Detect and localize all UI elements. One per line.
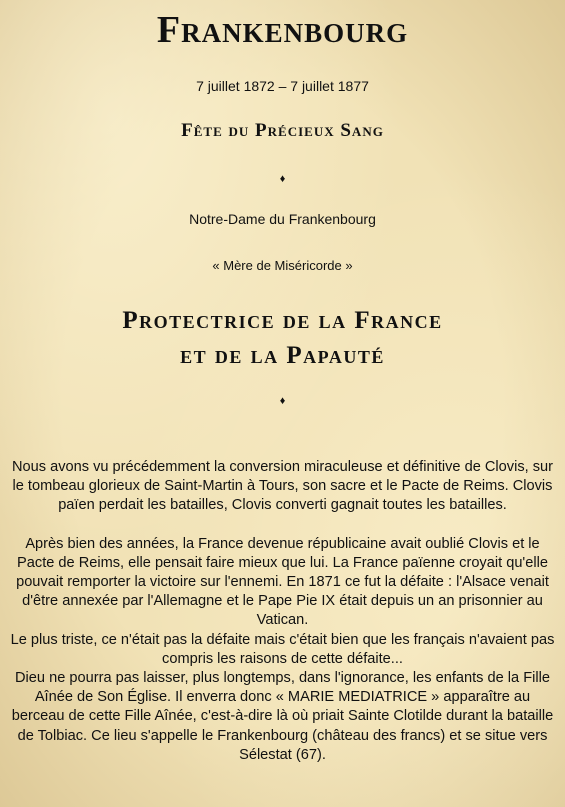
paragraph-2: Après bien des années, la France devenue républicaine avait oublié Clovis et le Pacte de Reims, elle pensait faire mieux que lui. La France païenne croyait qu'elle pouvait remporter la victoire sur l'ennemi. En 1871 ce fut la défaite : l'Alsace venait d'être annexée par l'Allemagne et le Pape Pie IX était depuis un an prisonnier au Vatican. xyxy=(16,535,549,629)
mere-subtitle: « Mère de Miséricorde » xyxy=(212,258,353,273)
paragraph-1: Nous avons vu précédemment la conversion miraculeuse et définitive de Clovis, sur le tombeau glorieux de Saint-Martin à Tours, son sacre et le Pacte de Reims. Clovis païen perdait les batailles, Clovis converti gagnait toutes les batailles. xyxy=(11,459,554,514)
diamond-separator-icon: ♦ xyxy=(279,173,286,185)
paragraph-4: Dieu ne pourra pas laisser, plus longtemps, dans l'ignorance, les enfants de la Fille Aînée de Son Église. Il enverra donc « MARIE MEDIATRICE » apparaître au berceau de cette Fille Aînée, c'est-à-dire là où priait Sainte Clotilde durant la bataille de Tolbiac. Ce lieu s'appelle le Frankenbourg (château des francs) et se situe vers Sélestat (67). xyxy=(11,670,554,763)
protectrice-line-2: et de la Papauté xyxy=(180,342,385,369)
page-title: Frankenbourg xyxy=(156,9,409,51)
body-text xyxy=(8,458,557,765)
paragraph-spacer xyxy=(8,516,557,535)
protectrice-heading xyxy=(0,303,565,373)
diamond-separator-icon: ♦ xyxy=(279,395,286,407)
notre-dame-title: Notre-Dame du Frankenbourg xyxy=(189,211,376,227)
protectrice-line-1: Protectrice de la France xyxy=(122,307,443,334)
feast-heading: Fête du Précieux Sang xyxy=(181,120,384,141)
paragraph-3: Le plus triste, ce n'était pas la défaite mais c'était bien que les français n'avaient pas compris les raisons de cette défaite... xyxy=(10,631,555,667)
date-range: 7 juillet 1872 – 7 juillet 1877 xyxy=(196,78,369,94)
